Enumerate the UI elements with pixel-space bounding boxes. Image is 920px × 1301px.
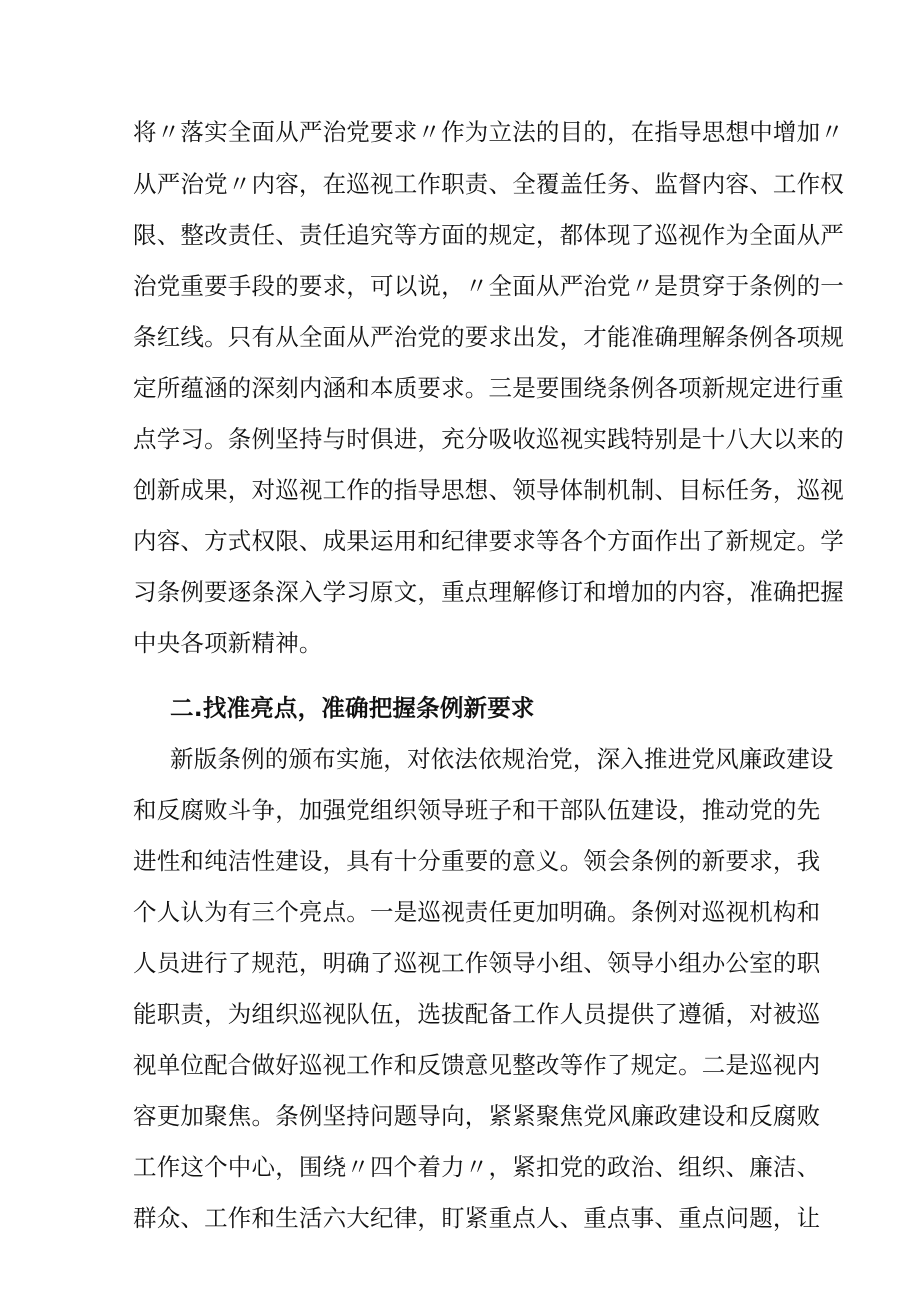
paragraph-line: 个人认为有三个亮点。一是巡视责任更加明确。条例对巡视机构和: [133, 898, 821, 926]
paragraph-line: 治党重要手段的要求，可以说，〃全面从严治党〃是贯穿于条例的一: [133, 272, 844, 300]
paragraph-line: 限、整改责任、责任追究等方面的规定，都体现了巡视作为全面从严: [133, 221, 844, 249]
paragraph-line: 定所蕴涵的深刻内涵和本质要求。三是要围绕条例各项新规定进行重: [133, 374, 844, 402]
paragraph-line: 能职责，为组织巡视队伍，选拔配备工作人员提供了遵循，对被巡: [133, 1000, 821, 1028]
paragraph-line: 从严治党〃内容，在巡视工作职责、全覆盖任务、监督内容、工作权: [133, 170, 844, 198]
section-heading: 二.找准亮点，准确把握条例新要求: [170, 694, 535, 722]
paragraph-line: 进性和纯洁性建设，具有十分重要的意义。领会条例的新要求，我: [133, 847, 821, 875]
paragraph-line: 习条例要逐条深入学习原文，重点理解修订和增加的内容，准确把握: [133, 578, 844, 606]
paragraph-line: 将〃落实全面从严治党要求〃作为立法的目的，在指导思想中增加〃: [133, 118, 844, 146]
paragraph-line: 中央各项新精神。: [133, 629, 323, 657]
paragraph-line: 人员进行了规范，明确了巡视工作领导小组、领导小组办公室的职: [133, 949, 821, 977]
paragraph-line: 创新成果，对巡视工作的指导思想、领导体制机制、目标任务，巡视: [133, 476, 844, 504]
paragraph-line: 视单位配合做好巡视工作和反馈意见整改等作了规定。二是巡视内: [133, 1051, 821, 1079]
paragraph-line: 容更加聚焦。条例坚持问题导向，紧紧聚焦党风廉政建设和反腐败: [133, 1102, 821, 1130]
paragraph-line: 工作这个中心，围绕〃四个着力〃，紧扣党的政治、组织、廉洁、: [133, 1153, 821, 1181]
paragraph-line: 点学习。条例坚持与时俱进，充分吸收巡视实践特别是十八大以来的: [133, 425, 844, 453]
paragraph-line: 新版条例的颁布实施，对依法依规治党，深入推进党风廉政建设: [170, 745, 834, 773]
paragraph-line: 条红线。只有从全面从严治党的要求出发，才能准确理解条例各项规: [133, 323, 844, 351]
paragraph-line: 和反腐败斗争，加强党组织领导班子和干部队伍建设，推动党的先: [133, 796, 821, 824]
paragraph-line: 内容、方式权限、成果运用和纪律要求等各个方面作出了新规定。学: [133, 527, 844, 555]
paragraph-line: 群众、工作和生活六大纪律，盯紧重点人、重点事、重点问题，让: [133, 1204, 821, 1232]
